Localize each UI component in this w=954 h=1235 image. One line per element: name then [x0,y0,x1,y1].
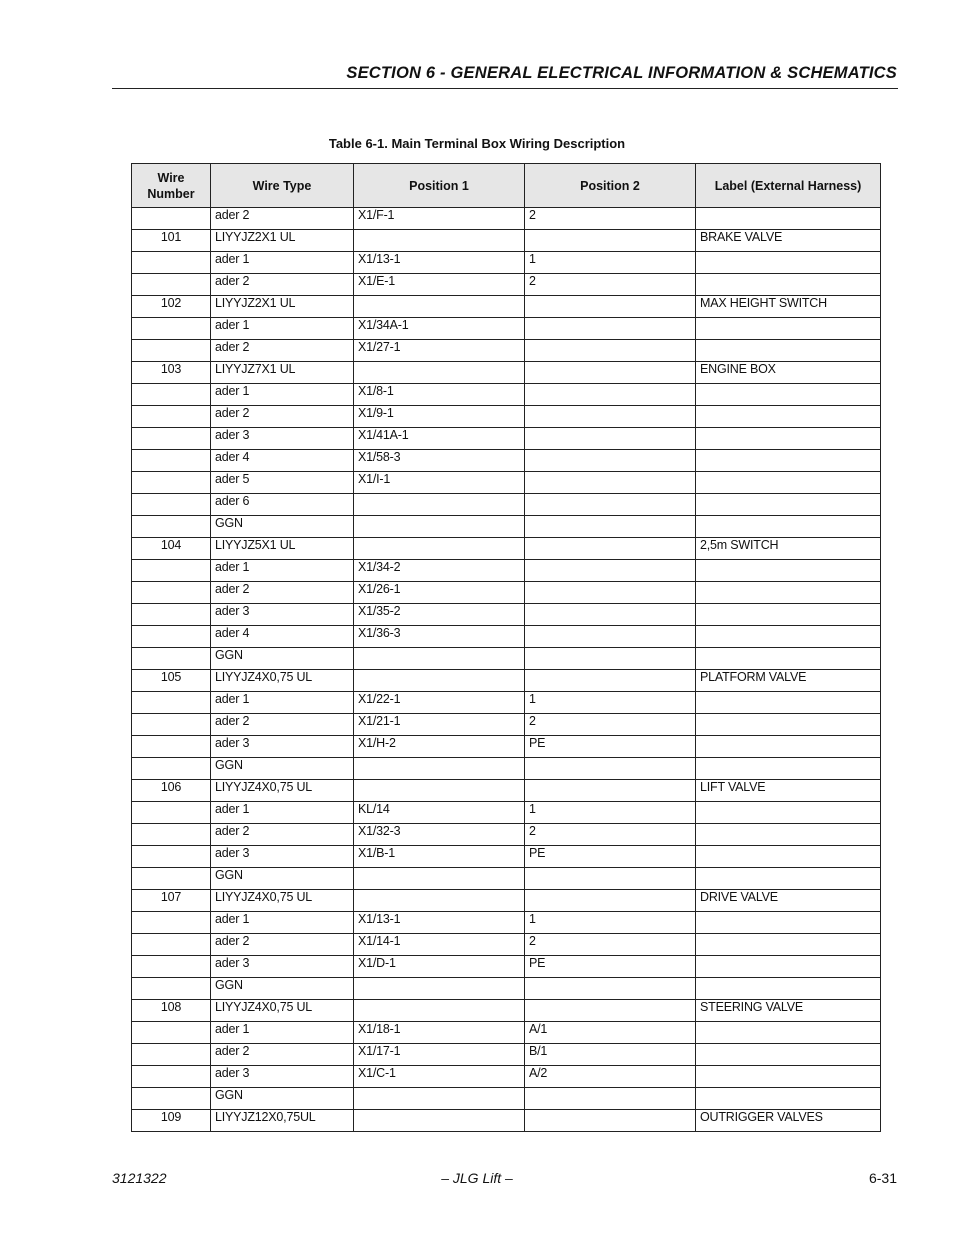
position-1-cell [354,648,525,670]
label-cell [696,604,881,626]
label-cell: LIFT VALVE [696,780,881,802]
wire-type-cell: ader 2 [211,274,354,296]
wire-type-cell: ader 2 [211,340,354,362]
wire-type-cell: LIYYJZ12X0,75UL [211,1110,354,1132]
position-1-cell: X1/E-1 [354,274,525,296]
wire-number-cell [132,494,211,516]
position-2-cell [525,450,696,472]
wire-number-cell [132,714,211,736]
position-2-cell: A/1 [525,1022,696,1044]
wire-type-cell: ader 1 [211,802,354,824]
position-2-cell [525,670,696,692]
table-row [132,758,881,780]
position-1-cell: X1/18-1 [354,1022,525,1044]
position-1-cell: X1/I-1 [354,472,525,494]
label-cell [696,648,881,670]
table-row [132,516,881,538]
wire-number-cell [132,824,211,846]
position-2-cell: 1 [525,912,696,934]
position-1-cell: X1/17-1 [354,1044,525,1066]
label-cell: BRAKE VALVE [696,230,881,252]
page-number: 6-31 [868,1170,897,1186]
position-1-cell: X1/D-1 [354,956,525,978]
position-2-cell [525,890,696,912]
wire-number-cell [132,956,211,978]
position-2-cell [525,516,696,538]
position-1-cell: X1/H-2 [354,736,525,758]
wire-type-cell: GGN [211,648,354,670]
position-2-cell [525,362,696,384]
position-1-cell [354,296,525,318]
header-divider [112,88,898,89]
table-row [132,670,881,692]
position-1-cell [354,890,525,912]
wire-number-cell [132,428,211,450]
label-cell: MAX HEIGHT SWITCH [696,296,881,318]
label-cell [696,428,881,450]
table-row [132,494,881,516]
position-2-cell: 1 [525,252,696,274]
label-cell [696,868,881,890]
table-row [132,934,881,956]
table-row [132,340,881,362]
table-row [132,692,881,714]
column-header-position-1: Position 1 [354,164,525,208]
position-2-cell [525,1088,696,1110]
wire-type-cell: ader 2 [211,1044,354,1066]
label-cell [696,472,881,494]
wire-number-cell: 108 [132,1000,211,1022]
table-row [132,1110,881,1132]
wire-type-cell: ader 3 [211,1066,354,1088]
wire-number-cell [132,582,211,604]
table-row [132,802,881,824]
table-row [132,1044,881,1066]
wire-number-cell [132,846,211,868]
position-1-cell [354,230,525,252]
label-cell [696,714,881,736]
table-row [132,560,881,582]
label-cell [696,956,881,978]
wire-type-cell: ader 3 [211,604,354,626]
wire-number-cell [132,1044,211,1066]
label-cell [696,978,881,1000]
wire-number-cell [132,978,211,1000]
position-1-cell: X1/35-2 [354,604,525,626]
label-cell [696,516,881,538]
wire-number-cell [132,450,211,472]
table-row [132,846,881,868]
position-2-cell [525,318,696,340]
wire-type-cell: GGN [211,516,354,538]
position-1-cell: X1/34A-1 [354,318,525,340]
label-cell [696,450,881,472]
wire-type-cell: LIYYJZ5X1 UL [211,538,354,560]
wire-number-cell [132,802,211,824]
wire-type-cell: ader 2 [211,934,354,956]
position-1-cell: X1/58-3 [354,450,525,472]
table-row [132,890,881,912]
wire-type-cell: GGN [211,758,354,780]
position-1-cell: X1/B-1 [354,846,525,868]
wire-number-cell [132,934,211,956]
wire-type-cell: ader 1 [211,560,354,582]
label-cell: PLATFORM VALVE [696,670,881,692]
position-1-cell: X1/C-1 [354,1066,525,1088]
table-row [132,1088,881,1110]
wire-number-cell [132,472,211,494]
position-2-cell [525,340,696,362]
table-row [132,626,881,648]
table-row [132,252,881,274]
position-2-cell: A/2 [525,1066,696,1088]
wire-type-cell: LIYYJZ4X0,75 UL [211,890,354,912]
position-2-cell [525,1000,696,1022]
label-cell [696,582,881,604]
label-cell [696,208,881,230]
wire-type-cell: GGN [211,978,354,1000]
wire-type-cell: ader 3 [211,846,354,868]
position-1-cell [354,516,525,538]
wire-type-cell: ader 2 [211,824,354,846]
wire-number-cell [132,274,211,296]
position-1-cell: X1/41A-1 [354,428,525,450]
label-cell [696,252,881,274]
wire-number-cell [132,1088,211,1110]
wire-number-cell [132,208,211,230]
wire-type-cell: ader 4 [211,626,354,648]
table-row [132,538,881,560]
label-cell [696,1044,881,1066]
label-cell [696,318,881,340]
position-2-cell: 2 [525,714,696,736]
table-row [132,604,881,626]
position-1-cell: X1/21-1 [354,714,525,736]
wire-type-cell: LIYYJZ4X0,75 UL [211,1000,354,1022]
position-1-cell: X1/34-2 [354,560,525,582]
table-row [132,362,881,384]
footer-brand: – JLG Lift – [441,1170,513,1186]
label-cell [696,384,881,406]
position-1-cell [354,1000,525,1022]
position-1-cell: X1/14-1 [354,934,525,956]
wire-type-cell: ader 4 [211,450,354,472]
wire-number-cell [132,318,211,340]
wire-number-cell [132,912,211,934]
label-cell [696,846,881,868]
wire-number-cell [132,560,211,582]
wire-type-cell: ader 1 [211,252,354,274]
position-2-cell [525,648,696,670]
label-cell [696,626,881,648]
label-cell [696,494,881,516]
position-2-cell [525,868,696,890]
label-cell [696,340,881,362]
table-row [132,406,881,428]
wire-type-cell: ader 6 [211,494,354,516]
table-row [132,582,881,604]
position-2-cell: 1 [525,692,696,714]
wire-number-cell [132,1022,211,1044]
position-1-cell: X1/13-1 [354,912,525,934]
position-2-cell: PE [525,956,696,978]
position-2-cell [525,538,696,560]
column-header-label: Label (External Harness) [696,164,881,208]
table-row [132,714,881,736]
wire-type-cell: ader 5 [211,472,354,494]
wire-number-cell [132,868,211,890]
wire-type-cell: LIYYJZ4X0,75 UL [211,780,354,802]
wire-type-cell: LIYYJZ7X1 UL [211,362,354,384]
table-row [132,230,881,252]
label-cell [696,758,881,780]
label-cell [696,1066,881,1088]
wire-number-cell [132,252,211,274]
table-row [132,780,881,802]
wire-type-cell: ader 3 [211,736,354,758]
position-2-cell: B/1 [525,1044,696,1066]
wire-number-cell: 104 [132,538,211,560]
position-2-cell: 2 [525,934,696,956]
table-row [132,472,881,494]
label-cell [696,406,881,428]
document-number: 3121322 [112,1170,167,1186]
table-header-row [132,164,881,208]
position-2-cell: PE [525,846,696,868]
position-2-cell: 2 [525,208,696,230]
wire-number-cell: 102 [132,296,211,318]
table-row [132,384,881,406]
position-1-cell: X1/8-1 [354,384,525,406]
wire-number-cell [132,692,211,714]
position-2-cell: 2 [525,274,696,296]
position-2-cell [525,296,696,318]
label-cell [696,912,881,934]
label-cell [696,934,881,956]
wire-type-cell: ader 1 [211,912,354,934]
wire-type-cell: ader 1 [211,318,354,340]
label-cell [696,692,881,714]
wire-number-cell: 101 [132,230,211,252]
position-1-cell [354,670,525,692]
label-cell [696,1088,881,1110]
wire-number-cell [132,384,211,406]
wire-type-cell: ader 2 [211,406,354,428]
wire-type-cell: GGN [211,868,354,890]
table-row [132,208,881,230]
column-header-wire-number: Wire Number [132,164,211,208]
position-1-cell [354,362,525,384]
wire-type-cell: LIYYJZ4X0,75 UL [211,670,354,692]
wire-number-cell: 105 [132,670,211,692]
wire-type-cell: ader 2 [211,582,354,604]
wire-number-cell [132,1066,211,1088]
position-1-cell [354,1088,525,1110]
table-caption: Table 6-1. Main Terminal Box Wiring Description [328,136,626,151]
position-2-cell [525,604,696,626]
wire-type-cell: GGN [211,1088,354,1110]
position-2-cell [525,230,696,252]
table-row [132,1022,881,1044]
position-1-cell [354,1110,525,1132]
table-row [132,648,881,670]
table-row [132,296,881,318]
position-1-cell [354,978,525,1000]
wire-number-cell [132,406,211,428]
wire-number-cell [132,736,211,758]
position-1-cell [354,758,525,780]
position-1-cell [354,868,525,890]
position-2-cell: 1 [525,802,696,824]
position-2-cell [525,1110,696,1132]
wire-number-cell [132,516,211,538]
position-1-cell: X1/22-1 [354,692,525,714]
position-2-cell [525,384,696,406]
label-cell: STEERING VALVE [696,1000,881,1022]
position-1-cell [354,780,525,802]
table-row [132,956,881,978]
position-2-cell [525,582,696,604]
table-row [132,318,881,340]
wire-type-cell: ader 3 [211,956,354,978]
wire-number-cell [132,604,211,626]
label-cell [696,824,881,846]
position-2-cell [525,494,696,516]
position-1-cell: X1/9-1 [354,406,525,428]
label-cell: OUTRIGGER VALVES [696,1110,881,1132]
wire-type-cell: LIYYJZ2X1 UL [211,296,354,318]
position-2-cell [525,472,696,494]
position-2-cell: PE [525,736,696,758]
wire-type-cell: ader 2 [211,208,354,230]
table-body [132,208,881,1132]
label-cell [696,560,881,582]
table-row [132,1066,881,1088]
table-row [132,736,881,758]
wire-number-cell: 106 [132,780,211,802]
label-cell [696,736,881,758]
label-cell [696,802,881,824]
position-1-cell: KL/14 [354,802,525,824]
label-cell [696,1022,881,1044]
wire-number-cell: 109 [132,1110,211,1132]
position-1-cell: X1/26-1 [354,582,525,604]
position-2-cell: 2 [525,824,696,846]
table-row [132,978,881,1000]
position-2-cell [525,626,696,648]
wire-type-cell: ader 3 [211,428,354,450]
position-1-cell: X1/36-3 [354,626,525,648]
position-2-cell [525,780,696,802]
column-header-wire-type: Wire Type [211,164,354,208]
label-cell: ENGINE BOX [696,362,881,384]
wire-number-cell [132,648,211,670]
position-2-cell [525,978,696,1000]
wiring-table [131,163,881,1132]
wire-type-cell: ader 1 [211,384,354,406]
wire-type-cell: ader 1 [211,1022,354,1044]
position-1-cell [354,494,525,516]
position-2-cell [525,560,696,582]
table-row [132,824,881,846]
wire-number-cell: 107 [132,890,211,912]
label-cell: DRIVE VALVE [696,890,881,912]
column-header-position-2: Position 2 [525,164,696,208]
table-row [132,912,881,934]
wire-number-cell [132,626,211,648]
position-2-cell [525,406,696,428]
table-row [132,428,881,450]
position-1-cell: X1/32-3 [354,824,525,846]
position-1-cell: X1/F-1 [354,208,525,230]
wire-number-cell: 103 [132,362,211,384]
position-2-cell [525,758,696,780]
wire-number-cell [132,758,211,780]
wire-type-cell: ader 2 [211,714,354,736]
position-1-cell: X1/13-1 [354,252,525,274]
wire-number-cell [132,340,211,362]
table-row [132,1000,881,1022]
label-cell [696,274,881,296]
position-1-cell [354,538,525,560]
label-cell: 2,5m SWITCH [696,538,881,560]
position-1-cell: X1/27-1 [354,340,525,362]
wire-type-cell: LIYYJZ2X1 UL [211,230,354,252]
table-row [132,868,881,890]
position-2-cell [525,428,696,450]
wire-type-cell: ader 1 [211,692,354,714]
table-row [132,274,881,296]
section-title: SECTION 6 - GENERAL ELECTRICAL INFORMATION & SCHEMATICS [346,64,897,82]
table-row [132,450,881,472]
